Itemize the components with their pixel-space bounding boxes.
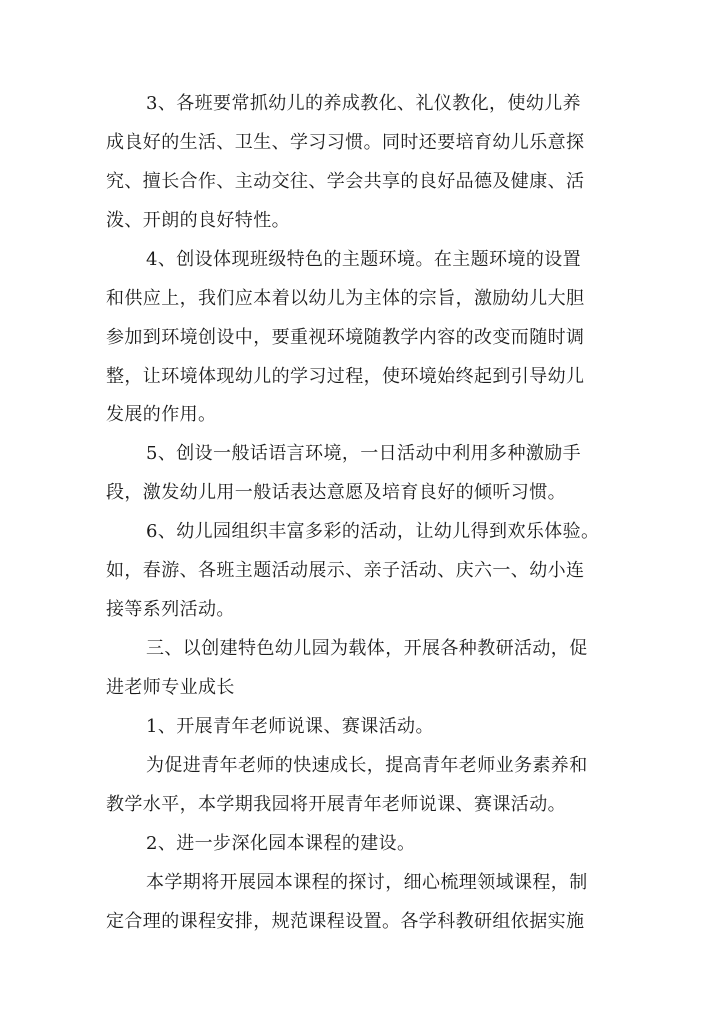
- text-line: 和供应上，我们应本着以幼儿为主体的宗旨，激励幼儿大胆: [106, 288, 585, 309]
- text-line: 6、幼儿园组织丰富多彩的活动，让幼儿得到欢乐体验。: [146, 521, 600, 542]
- text-line: 三、以创建特色幼儿园为载体，开展各种教研活动，促: [146, 638, 588, 659]
- text-line: 教学水平，本学期我园将开展青年老师说课、赛课活动。: [106, 794, 566, 815]
- text-line: 3、各班要常抓幼儿的养成教化、礼仪教化，使幼儿养: [146, 93, 582, 114]
- text-line: 进老师专业成长: [106, 677, 235, 698]
- text-line: 整，让环境体现幼儿的学习过程，使环境始终起到引导幼儿: [106, 366, 585, 387]
- text-line: 5、创设一般话语言环境，一日活动中利用多种激励手: [146, 443, 582, 464]
- text-line: 4、创设体现班级特色的主题环境。在主题环境的设置: [146, 249, 582, 270]
- text-line: 为促进青年老师的快速成长，提高青年老师业务素养和: [146, 755, 588, 776]
- text-line: 2、进一步深化园本课程的建设。: [146, 833, 416, 854]
- text-line: 参加到环境创设中，要重视环境随教学内容的改变而随时调: [106, 327, 585, 348]
- text-line: 如，春游、各班主题活动展示、亲子活动、庆六一、幼小连: [106, 560, 585, 581]
- text-line: 定合理的课程安排，规范课程设置。各学科教研组依据实施: [106, 911, 585, 932]
- text-line: 成良好的生活、卫生、学习习惯。同时还要培育幼儿乐意探: [106, 132, 585, 153]
- text-line: 1、开展青年老师说课、赛课活动。: [146, 716, 434, 737]
- text-line: 发展的作用。: [106, 404, 217, 425]
- text-line: 接等系列活动。: [106, 599, 235, 620]
- text-line: 段，激发幼儿用一般话表达意愿及培育良好的倾听习惯。: [106, 482, 566, 503]
- text-line: 泼、开朗的良好特性。: [106, 210, 290, 231]
- text-line: 究、擅长合作、主动交往、学会共享的良好品德及健康、活: [106, 171, 585, 192]
- text-line: 本学期将开展园本课程的探讨，细心梳理领域课程，制: [146, 872, 588, 893]
